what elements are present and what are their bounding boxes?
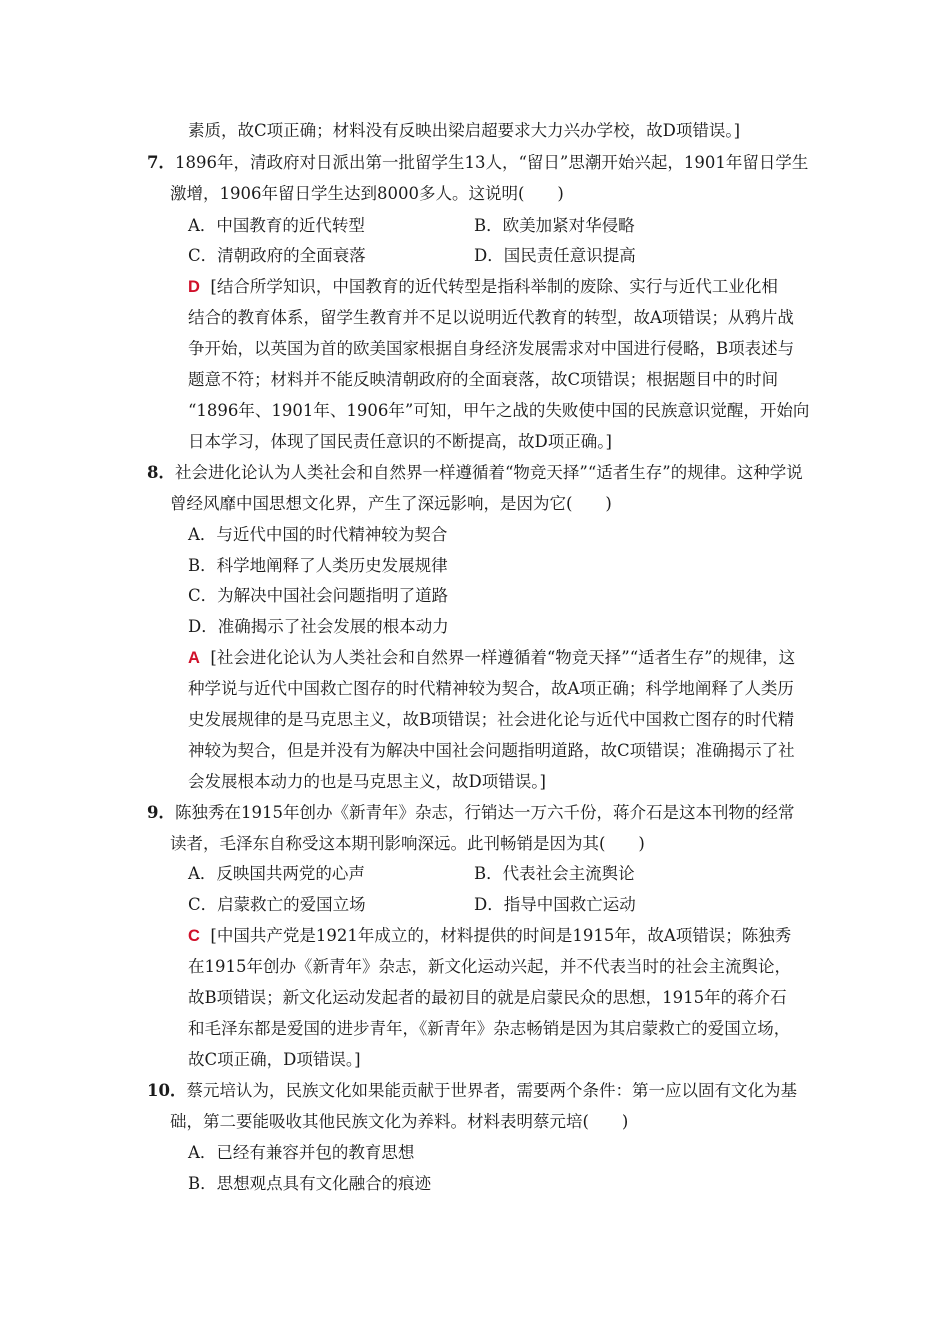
- question-9-option-b: B．代表社会主流舆论: [474, 864, 635, 883]
- question-8-answer: A: [188, 649, 200, 667]
- question-7-option-d: D．国民责任意识提高: [474, 246, 636, 265]
- question-9-option-a: A．反映国共两党的心声: [188, 864, 365, 883]
- question-8-explanation-line-4: 神较为契合，但是并没有为解决中国社会问题指明道路，故C项错误；准确揭示了社: [188, 741, 795, 760]
- question-10-number: 10．: [147, 1081, 187, 1100]
- question-7-option-a: A．中国教育的近代转型: [188, 216, 365, 235]
- question-9-stem-line-1: 9．陈独秀在1915年创办《新青年》杂志，行销达一万六千份，蒋介石是这本刊物的经常: [147, 803, 795, 822]
- question-7-explanation-line-2: 结合的教育体系，留学生教育并不足以说明近代教育的转型，故A项错误；从鸦片战: [188, 308, 794, 327]
- question-9-option-d: D．指导中国救亡运动: [474, 895, 636, 914]
- question-7-stem-line-2: 激增，1906年留日学生达到8000多人。这说明( ): [170, 184, 564, 203]
- question-8-stem-line-2: 曾经风靡中国思想文化界，产生了深远影响，是因为它( ): [170, 494, 612, 513]
- question-8-explanation-line-2: 种学说与近代中国救亡图存的时代精神较为契合，故A项正确；科学地阐释了人类历: [188, 679, 794, 698]
- question-8-option-a: A．与近代中国的时代精神较为契合: [188, 525, 448, 544]
- question-8-number: 8．: [147, 463, 175, 482]
- question-9-option-c: C．启蒙救亡的爱国立场: [188, 895, 366, 914]
- explanation-continuation: 素质，故C项正确；材料没有反映出梁启超要求大力兴办学校，故D项错误。]: [188, 121, 741, 140]
- question-9-stem-line-2: 读者，毛泽东自称受这本期刊影响深远。此刊畅销是因为其( ): [170, 834, 645, 853]
- question-7-explanation-line-1: D [结合所学知识，中国教育的近代转型是指科举制的废除、实行与近代工业化相: [188, 277, 778, 296]
- question-8-explanation-line-5: 会发展根本动力的也是马克思主义，故D项错误。]: [188, 772, 546, 791]
- question-10-option-a: A．已经有兼容并包的教育思想: [188, 1143, 415, 1162]
- question-10-stem-line-2: 础，第二要能吸收其他民族文化为养料。材料表明蔡元培( ): [170, 1112, 629, 1131]
- question-9-explanation-line-2: 在1915年创办《新青年》杂志，新文化运动兴起，并不代表当时的社会主流舆论，: [188, 957, 791, 976]
- question-8-option-b: B．科学地阐释了人类历史发展规律: [188, 556, 448, 575]
- question-7-stem-line-1: 7．1896年，清政府对日派出第一批留学生13人，“留日”思潮开始兴起，1901年留日学生: [147, 153, 809, 172]
- question-7-option-b: B．欧美加紧对华侵略: [474, 216, 635, 235]
- question-9-explanation-line-1: C [中国共产党是1921年成立的，材料提供的时间是1915年，故A项错误；陈独秀: [188, 926, 792, 945]
- question-7-explanation-line-5: “1896年、1901年、1906年”可知，甲午之战的失败使中国的民族意识觉醒，开始向: [188, 401, 810, 420]
- question-10-stem-line-1: 10．蔡元培认为，民族文化如果能贡献于世界者，需要两个条件：第一应以固有文化为基: [147, 1081, 797, 1100]
- question-9-explanation-line-5: 故C项正确，D项错误。]: [188, 1050, 361, 1069]
- question-9-answer: C: [188, 927, 200, 945]
- question-10-option-b: B．思想观点具有文化融合的痕迹: [188, 1174, 432, 1193]
- question-7-number: 7．: [147, 153, 175, 172]
- question-7-option-c: C．清朝政府的全面衰落: [188, 246, 366, 265]
- question-9-explanation-line-4: 和毛泽东都是爱国的进步青年，《新青年》杂志畅销是因为其启蒙救亡的爱国立场，: [188, 1019, 791, 1038]
- question-7-explanation-line-6: 日本学习，体现了国民责任意识的不断提高，故D项正确。]: [188, 432, 612, 451]
- question-8-option-c: C．为解决中国社会问题指明了道路: [188, 586, 449, 605]
- question-7-answer: D: [188, 278, 200, 296]
- question-7-explanation-line-4: 题意不符；材料并不能反映清朝政府的全面衰落，故C项错误；根据题目中的时间: [188, 370, 779, 389]
- question-8-explanation-line-1: A [社会进化论认为人类社会和自然界一样遵循着“物竞天择”“适者生存”的规律，这: [188, 648, 796, 667]
- question-8-stem-line-1: 8．社会进化论认为人类社会和自然界一样遵循着“物竞天择”“适者生存”的规律。这种学说: [147, 463, 803, 482]
- question-9-explanation-line-3: 故B项错误；新文化运动发起者的最初目的就是启蒙民众的思想，1915年的蒋介石: [188, 988, 787, 1007]
- question-9-number: 9．: [147, 803, 175, 822]
- question-8-explanation-line-3: 史发展规律的是马克思主义，故B项错误；社会进化论与近代中国救亡图存的时代精: [188, 710, 795, 729]
- question-8-option-d: D．准确揭示了社会发展的根本动力: [188, 617, 449, 636]
- question-7-explanation-line-3: 争开始，以英国为首的欧美国家根据自身经济发展需求对中国进行侵略，B项表述与: [188, 339, 795, 358]
